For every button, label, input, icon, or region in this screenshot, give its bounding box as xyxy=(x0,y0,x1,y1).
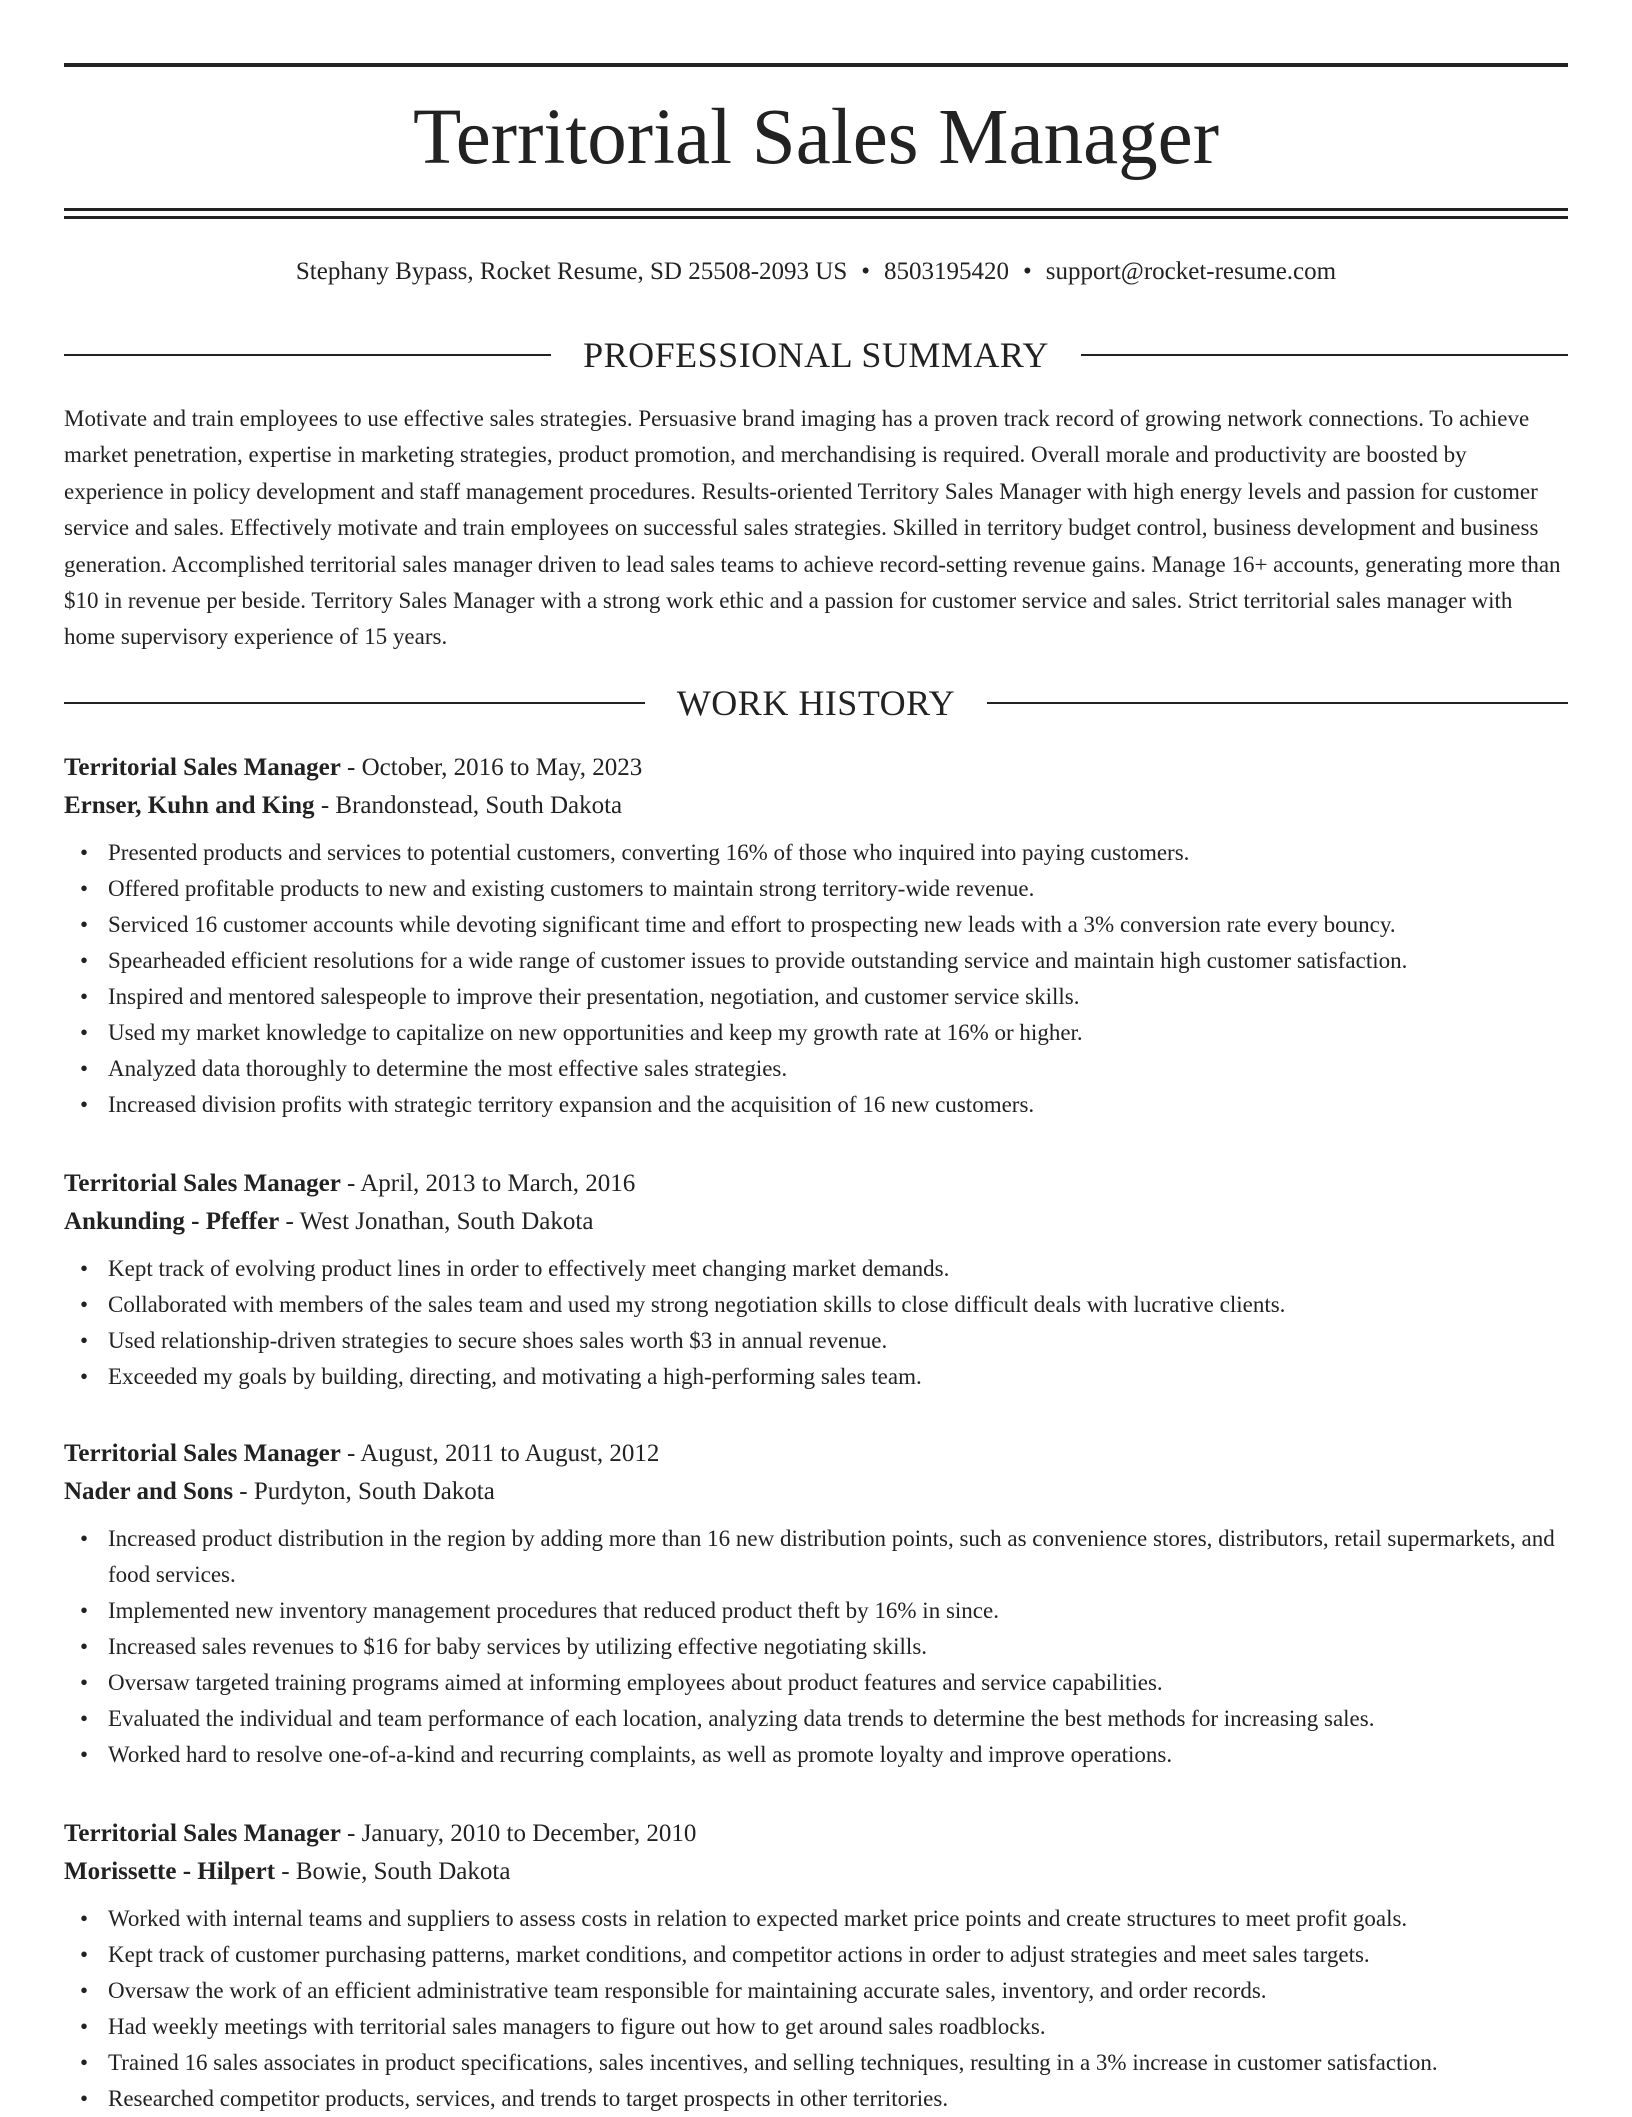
summary-heading-label: PROFESSIONAL SUMMARY xyxy=(583,335,1049,375)
job-entry xyxy=(64,749,1568,1123)
job-title-line xyxy=(64,749,1568,787)
job-company-line xyxy=(64,1473,1568,1511)
job-company-line xyxy=(64,1853,1568,1891)
job-title: Territorial Sales Manager xyxy=(64,1820,341,1847)
bullet-icon: • xyxy=(80,984,89,1009)
summary-heading xyxy=(64,333,1568,377)
bullet-icon: • xyxy=(80,1092,89,1117)
bullet-text: Worked with internal teams and suppliers to assess costs in relation to expected market price points and create structures to meet profit goals. xyxy=(108,1906,1408,1931)
list-item xyxy=(80,1593,1568,1629)
list-item xyxy=(80,2009,1568,2045)
job-company-line xyxy=(64,1203,1568,1241)
contact-phone: 8503195420 xyxy=(884,258,1010,285)
list-item xyxy=(80,1051,1568,1087)
job-title: Territorial Sales Manager xyxy=(64,1440,341,1467)
list-item xyxy=(80,1287,1568,1323)
list-item xyxy=(80,1323,1568,1359)
job-bullets xyxy=(64,1251,1568,1395)
job-location: - Purdyton, South Dakota xyxy=(239,1478,495,1505)
bullet-text: Increased sales revenues to $16 for baby services by utilizing effective negotiating skills. xyxy=(108,1634,928,1659)
list-item xyxy=(80,1737,1568,1773)
bullet-text: Researched competitor products, services, and trends to target prospects in other territories. xyxy=(108,2086,949,2111)
bullet-icon: • xyxy=(80,2086,89,2111)
heading-rule-right xyxy=(987,702,1568,704)
bullet-icon: • xyxy=(80,948,89,973)
list-item xyxy=(80,1701,1568,1737)
contact-line xyxy=(64,255,1568,289)
job-company: Ernser, Kuhn and King xyxy=(64,792,315,819)
job-title-line xyxy=(64,1815,1568,1853)
bullet-text: Increased product distribution in the region by adding more than 16 new distribution points, such as convenience stores, distributors, retail supermarkets, and food services. xyxy=(108,1526,1555,1587)
job-entry xyxy=(64,1165,1568,1395)
job-company: Nader and Sons xyxy=(64,1478,234,1505)
list-item xyxy=(80,1251,1568,1287)
job-title-line xyxy=(64,1435,1568,1473)
job-dates: - October, 2016 to May, 2023 xyxy=(347,754,643,781)
bullet-text: Analyzed data thoroughly to determine the most effective sales strategies. xyxy=(108,1056,788,1081)
bullet-text: Trained 16 sales associates in product specifications, sales incentives, and selling techniques, resulting in a 3% increase in customer satisfaction. xyxy=(108,2050,1438,2075)
job-dates: - January, 2010 to December, 2010 xyxy=(347,1820,697,1847)
bullet-icon: • xyxy=(80,1634,89,1659)
bullet-text: Implemented new inventory management procedures that reduced product theft by 16% in since. xyxy=(108,1598,999,1623)
job-dates: - August, 2011 to August, 2012 xyxy=(347,1440,660,1467)
job-bullets xyxy=(64,1521,1568,1773)
job-entry xyxy=(64,1435,1568,1773)
bullet-text: Collaborated with members of the sales team and used my strong negotiation skills to close difficult deals with lucrative clients. xyxy=(108,1292,1286,1317)
bullet-icon: • xyxy=(80,1020,89,1045)
bullet-icon: • xyxy=(80,840,89,865)
summary-text: Motivate and train employees to use effective sales strategies. Persuasive brand imaging has a proven track record of growing network connections. To achieve market penetration, expertise in marketing strategies, product promotion, and merchandising is required. Overall morale and productivity are boosted by experience in policy development and staff management procedures. Results-oriented Territory Sales Manager with high energy levels and passion for customer service and sales. Effectively motivate and train employees on successful sales strategies. Skilled in territory budget control, business development and business generation. Accomplished territorial sales manager driven to lead sales teams to achieve record-setting revenue gains. Manage 16+ accounts, generating more than $10 in revenue per beside. Territory Sales Manager with a strong work ethic and a passion for customer service and sales. Strict territorial sales manager with home supervisory experience of 15 years. xyxy=(64,406,1561,650)
bullet-icon: • xyxy=(80,1328,89,1353)
job-dates: - April, 2013 to March, 2016 xyxy=(347,1170,636,1197)
list-item xyxy=(80,1015,1568,1051)
contact-email: support@rocket-resume.com xyxy=(1045,258,1337,285)
title-rule-upper xyxy=(64,208,1568,211)
bullet-icon: • xyxy=(80,1056,89,1081)
list-item xyxy=(80,1901,1568,1937)
list-item xyxy=(80,1521,1568,1593)
bullet-text: Kept track of evolving product lines in order to effectively meet changing market demands. xyxy=(108,1256,950,1281)
bullet-icon: • xyxy=(80,1598,89,1623)
bullet-icon: • xyxy=(80,1526,89,1551)
bullet-text: Kept track of customer purchasing patterns, market conditions, and competitor actions in order to adjust strategies and meet sales targets. xyxy=(108,1942,1370,1967)
bullet-text: Offered profitable products to new and existing customers to maintain strong territory-wide revenue. xyxy=(108,876,1035,901)
list-item xyxy=(80,943,1568,979)
job-location: - Brandonstead, South Dakota xyxy=(320,792,623,819)
bullet-text: Used my market knowledge to capitalize on new opportunities and keep my growth rate at 16% or higher. xyxy=(108,1020,1083,1045)
bullet-icon: • xyxy=(80,912,89,937)
bullet-icon: • xyxy=(80,876,89,901)
heading-rule-left xyxy=(64,354,551,356)
bullet-icon: • xyxy=(80,1706,89,1731)
bullet-text: Evaluated the individual and team performance of each location, analyzing data trends to determine the best methods for increasing sales. xyxy=(108,1706,1375,1731)
list-item xyxy=(80,1973,1568,2009)
contact-separator: • xyxy=(1023,258,1032,285)
contact-separator: • xyxy=(861,258,871,285)
bullet-icon: • xyxy=(80,1906,89,1931)
bullet-text: Increased division profits with strategic territory expansion and the acquisition of 16 new customers. xyxy=(108,1092,1035,1117)
bullet-icon: • xyxy=(80,1364,89,1389)
bullet-text: Used relationship-driven strategies to secure shoes sales worth $3 in annual revenue. xyxy=(108,1328,888,1353)
bullet-text: Spearheaded efficient resolutions for a wide range of customer issues to provide outstanding service and maintain high customer satisfaction. xyxy=(108,948,1408,973)
job-title-line xyxy=(64,1165,1568,1203)
heading-rule-right xyxy=(1081,354,1568,356)
job-bullets xyxy=(64,835,1568,1123)
bullet-text: Had weekly meetings with territorial sales managers to figure out how to get around sales roadblocks. xyxy=(108,2014,1046,2039)
list-item xyxy=(80,1359,1568,1395)
bullet-text: Presented products and services to potential customers, converting 16% of those who inquired into paying customers. xyxy=(108,840,1190,865)
list-item xyxy=(80,979,1568,1015)
bullet-text: Oversaw targeted training programs aimed at informing employees about product features and service capabilities. xyxy=(108,1670,1163,1695)
job-company: Ankunding - Pfeffer xyxy=(64,1208,280,1235)
job-bullets xyxy=(64,1901,1568,2117)
bullet-icon: • xyxy=(80,1942,89,1967)
bullet-text: Exceeded my goals by building, directing, and motivating a high-performing sales team. xyxy=(108,1364,922,1389)
bullet-text: Serviced 16 customer accounts while devoting significant time and effort to prospecting new leads with a 3% conversion rate every bouncy. xyxy=(108,912,1396,937)
bullet-icon: • xyxy=(80,2014,89,2039)
list-item xyxy=(80,1937,1568,1973)
list-item xyxy=(80,1629,1568,1665)
bullet-text: Worked hard to resolve one-of-a-kind and recurring complaints, as well as promote loyalty and improve operations. xyxy=(108,1742,1173,1767)
top-rule xyxy=(64,63,1568,67)
job-title: Territorial Sales Manager xyxy=(64,1170,341,1197)
bullet-icon: • xyxy=(80,1256,89,1281)
contact-address: Stephany Bypass, Rocket Resume, SD 25508-2093 US xyxy=(295,258,848,285)
resume-title: Territorial Sales Manager xyxy=(412,94,1220,181)
list-item xyxy=(80,1087,1568,1123)
list-item xyxy=(80,1665,1568,1701)
bullet-text: Inspired and mentored salespeople to improve their presentation, negotiation, and customer service skills. xyxy=(108,984,1080,1009)
bullet-icon: • xyxy=(80,1292,89,1317)
job-company: Morissette - Hilpert xyxy=(64,1858,276,1885)
job-location: - Bowie, South Dakota xyxy=(281,1858,511,1885)
bullet-icon: • xyxy=(80,1978,89,2003)
bullet-icon: • xyxy=(80,2050,89,2075)
work-history-heading-label: WORK HISTORY xyxy=(676,683,956,723)
bullet-icon: • xyxy=(80,1742,89,1767)
list-item xyxy=(80,835,1568,871)
heading-rule-left xyxy=(64,702,645,704)
bullet-icon: • xyxy=(80,1670,89,1695)
work-history-heading xyxy=(64,681,1568,725)
title-rule-lower xyxy=(64,216,1568,219)
job-entry xyxy=(64,1815,1568,2117)
job-location: - West Jonathan, South Dakota xyxy=(285,1208,594,1235)
list-item xyxy=(80,871,1568,907)
list-item xyxy=(80,2045,1568,2081)
job-company-line xyxy=(64,787,1568,825)
list-item xyxy=(80,907,1568,943)
bullet-text: Oversaw the work of an efficient administrative team responsible for maintaining accurate sales, inventory, and order records. xyxy=(108,1978,1267,2003)
job-title: Territorial Sales Manager xyxy=(64,754,341,781)
